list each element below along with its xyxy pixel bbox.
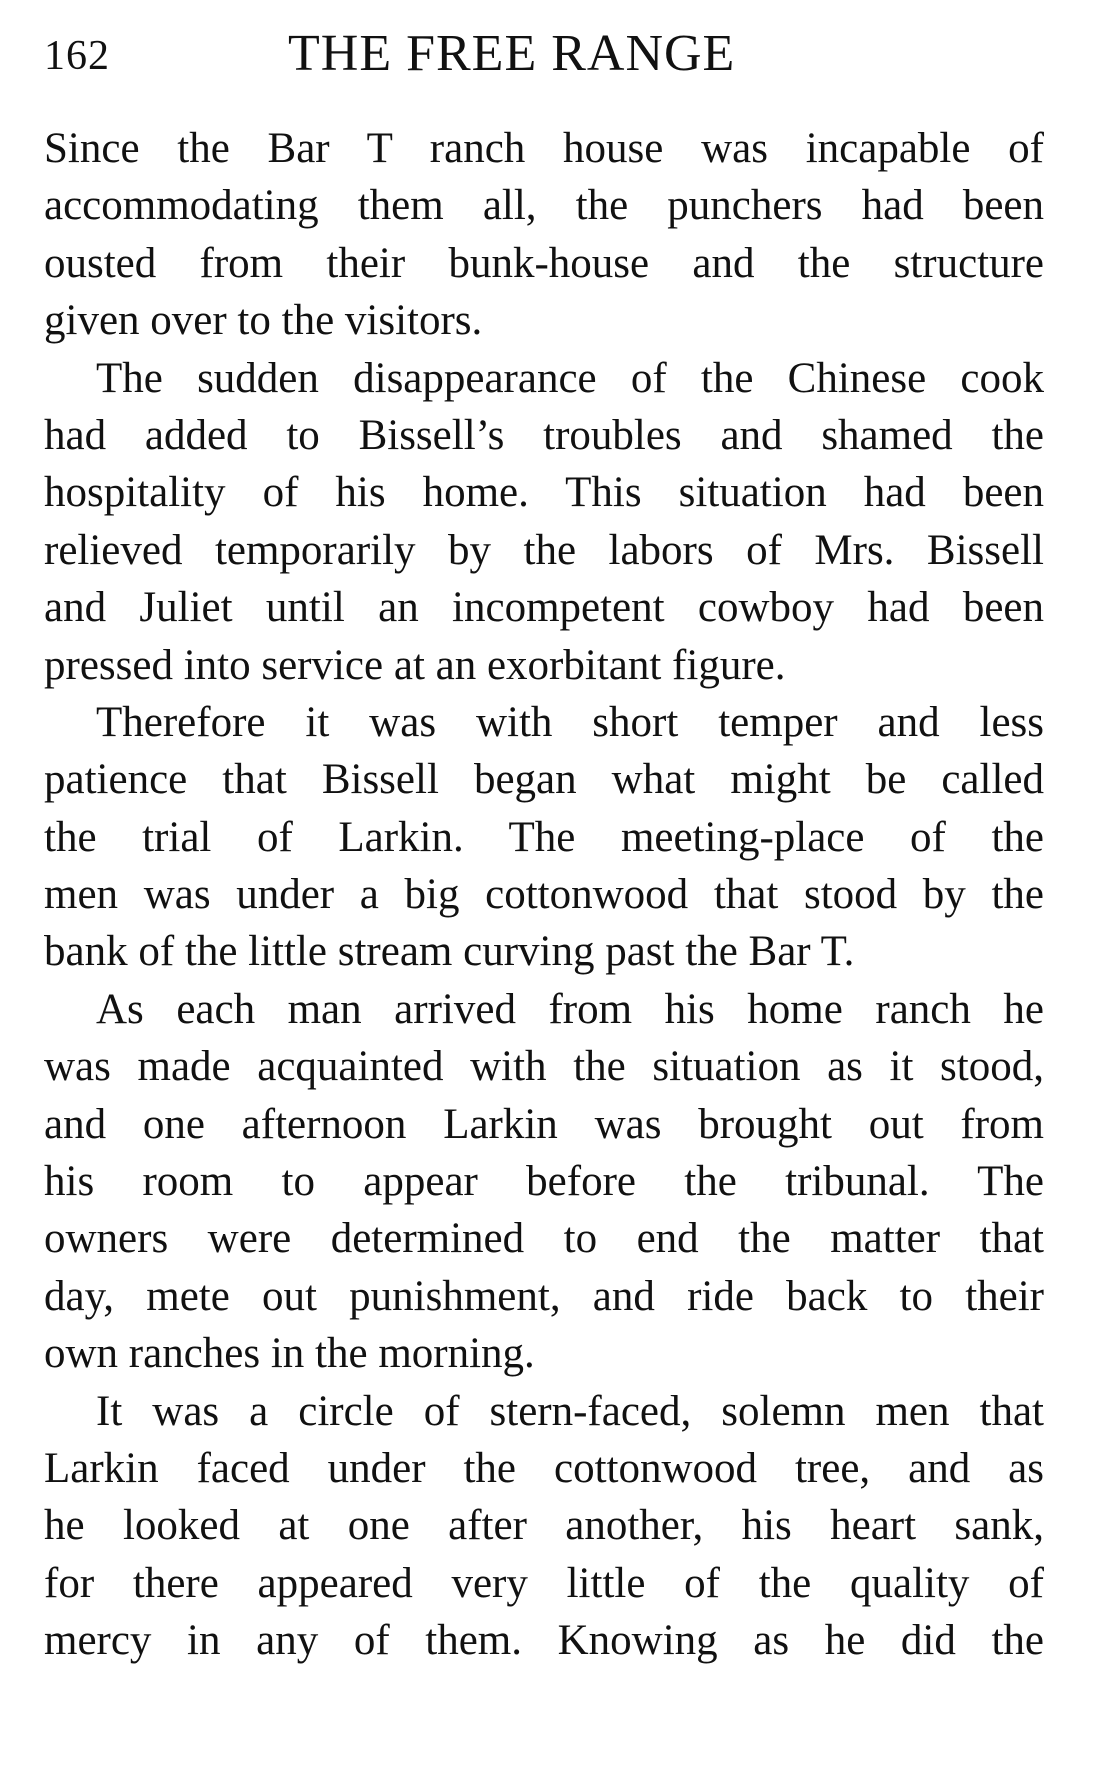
page-number: 162 xyxy=(44,33,110,79)
text-line: day, mete out punishment, and ride back to their xyxy=(44,1272,1044,1320)
text-line: and Juliet until an incompetent cowboy had been xyxy=(44,584,1044,632)
text-line: Therefore it was with short temper and less xyxy=(96,698,1044,746)
text-line: pressed into service at an exorbitant figure. xyxy=(44,641,786,689)
text-line: Since the Bar T ranch house was incapable of xyxy=(44,125,1044,172)
text-line: the trial of Larkin. The meeting-place of the xyxy=(44,813,1044,861)
body-text xyxy=(44,120,1044,1670)
paragraph-1 xyxy=(44,120,1044,350)
text-line: was made acquainted with the situation as it stood, xyxy=(44,1043,1044,1091)
text-line: his room to appear before the tribunal. The xyxy=(44,1158,1044,1206)
text-line: own ranches in the morning. xyxy=(44,1330,535,1378)
text-line: relieved temporarily by the labors of Mrs. Bissell xyxy=(44,526,1044,574)
text-line: and one afternoon Larkin was brought out from xyxy=(44,1100,1044,1148)
text-line: bank of the little stream curving past the Bar T. xyxy=(44,928,855,976)
paragraph-3 xyxy=(44,694,1044,981)
text-line: given over to the visitors. xyxy=(44,297,483,345)
paragraph-5 xyxy=(44,1383,1044,1670)
text-line: The sudden disappearance of the Chinese cook xyxy=(96,354,1044,402)
running-head xyxy=(44,24,1044,86)
text-line: owners were determined to end the matter that xyxy=(44,1215,1044,1263)
text-line: had added to Bissell’s troubles and shamed the xyxy=(44,411,1044,459)
text-line: men was under a big cottonwood that stood by the xyxy=(44,871,1044,919)
running-title: THE FREE RANGE xyxy=(288,25,736,82)
paragraph-2 xyxy=(44,350,1044,694)
text-line: It was a circle of stern-faced, solemn men that xyxy=(96,1387,1044,1435)
text-line: for there appeared very little of the quality of xyxy=(44,1559,1044,1607)
text-line: patience that Bissell began what might be called xyxy=(44,756,1044,804)
text-line: Larkin faced under the cottonwood tree, and as xyxy=(44,1444,1044,1492)
text-line: accommodating them all, the punchers had been xyxy=(44,182,1044,230)
paragraph-4 xyxy=(44,981,1044,1383)
text-line: he looked at one after another, his heart sank, xyxy=(44,1502,1044,1550)
text-line: mercy in any of them. Knowing as he did the xyxy=(44,1617,1044,1665)
text-line: As each man arrived from his home ranch he xyxy=(96,985,1044,1033)
text-line: hospitality of his home. This situation had been xyxy=(44,469,1044,517)
text-line: ousted from their bunk-house and the structure xyxy=(44,239,1044,287)
